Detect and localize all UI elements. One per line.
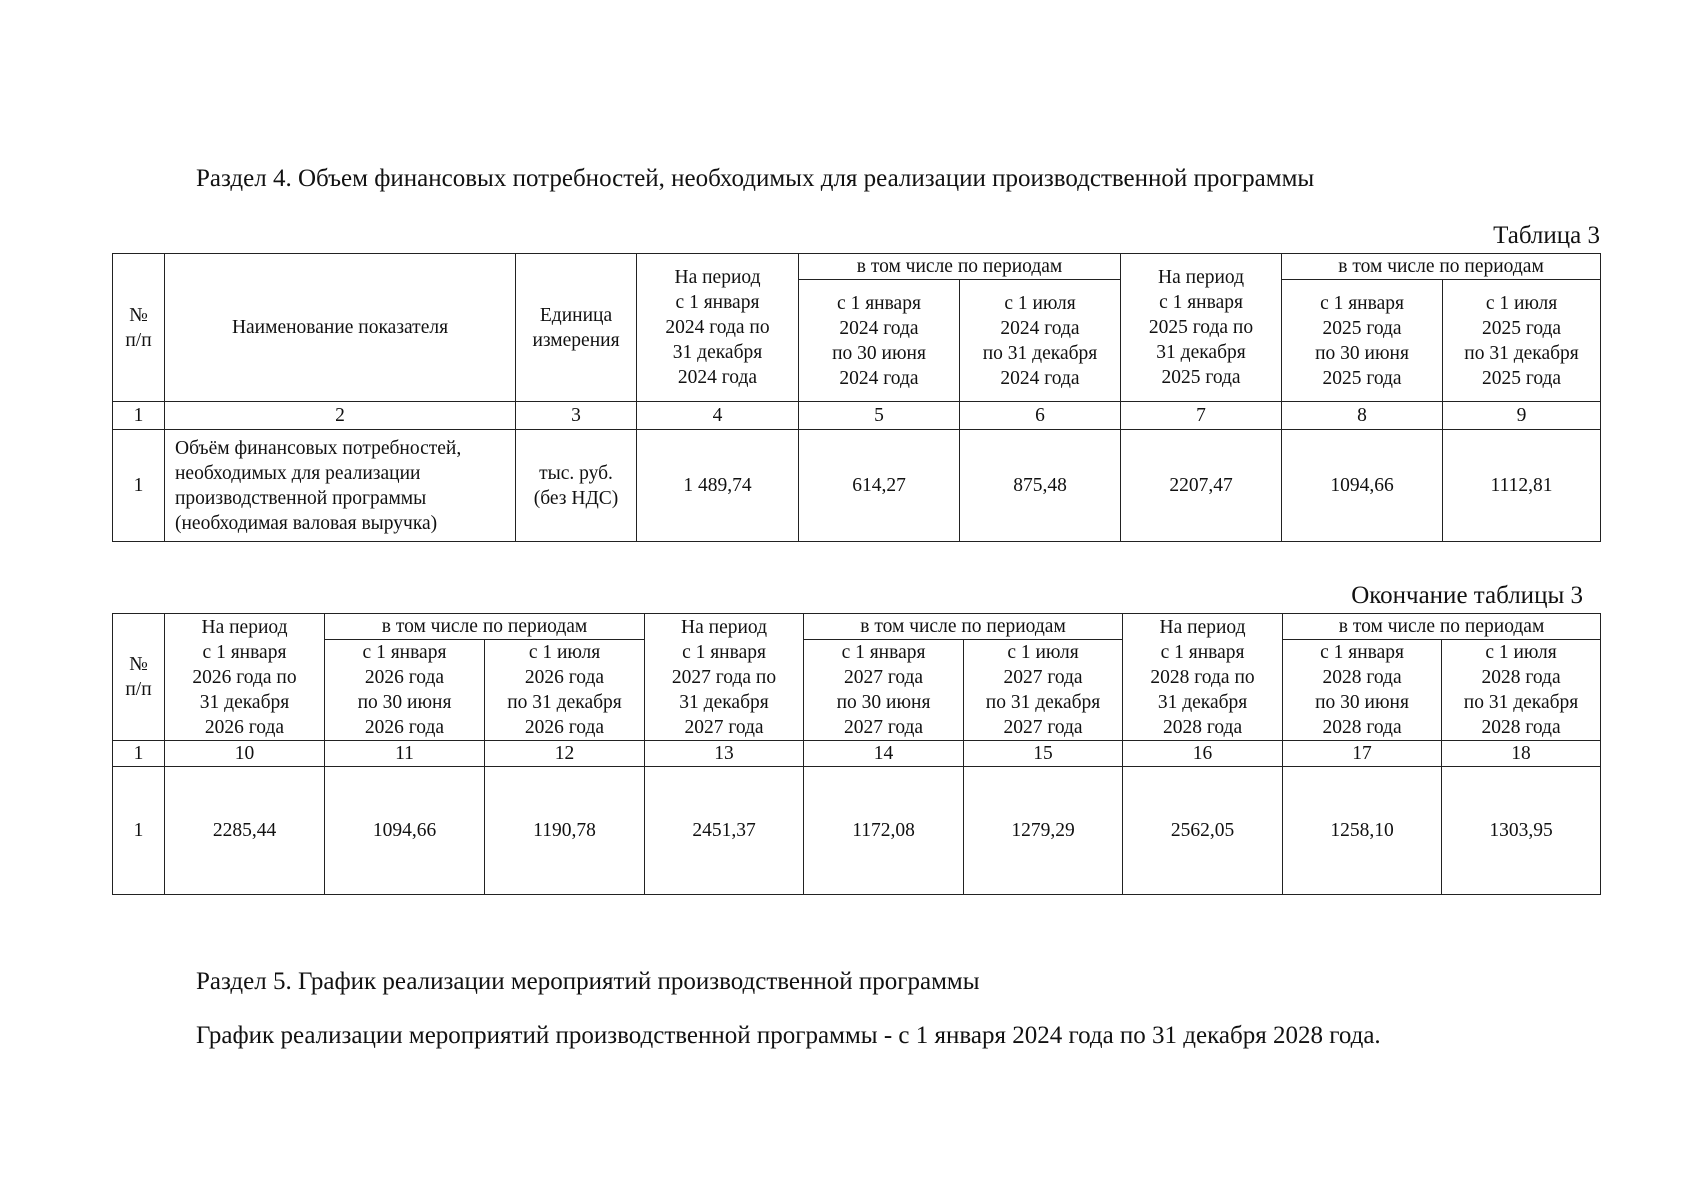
value-cell: 1303,95 — [1442, 767, 1601, 895]
value-cell: 1172,08 — [804, 767, 964, 895]
table-3-label: Таблица 3 — [1493, 222, 1600, 249]
section-4-title: Раздел 4. Объем финансовых потребностей, необходимых для реализации производственной программы — [196, 165, 1315, 192]
value-cell: 1190,78 — [485, 767, 645, 895]
col-number: 6 — [960, 402, 1121, 430]
header-unit: Единица измерения — [516, 254, 637, 402]
header-period-2028: На период с 1 января 2028 года по 31 декабря 2028 года — [1123, 614, 1283, 741]
row-num: 1 — [113, 430, 165, 542]
header-h2-2026: с 1 июля 2026 года по 31 декабря 2026 года — [485, 640, 645, 741]
header-indicator-name: Наименование показателя — [165, 254, 516, 402]
table-row — [113, 430, 1601, 542]
header-period-2024: На период с 1 января 2024 года по 31 декабря 2024 года — [637, 254, 799, 402]
header-h2-2024: с 1 июля 2024 года по 31 декабря 2024 года — [960, 280, 1121, 402]
col-number: 2 — [165, 402, 516, 430]
col-number: 17 — [1283, 741, 1442, 767]
col-number: 16 — [1123, 741, 1283, 767]
header-period-2026: На период с 1 января 2026 года по 31 декабря 2026 года — [165, 614, 325, 741]
section-5-text: График реализации мероприятий производственной программы - с 1 января 2024 года по 31 декабря 2028 года. — [196, 1022, 1381, 1049]
col-number: 11 — [325, 741, 485, 767]
value-cell: 2207,47 — [1121, 430, 1282, 542]
header-h1-2028: с 1 января 2028 года по 30 июня 2028 года — [1283, 640, 1442, 741]
col-number: 9 — [1443, 402, 1601, 430]
col-number: 13 — [645, 741, 804, 767]
table-3-end-label: Окончание таблицы 3 — [1351, 582, 1583, 609]
value-cell: 1094,66 — [1282, 430, 1443, 542]
table-3 — [112, 253, 1601, 542]
header-period-2025: На период с 1 января 2025 года по 31 декабря 2025 года — [1121, 254, 1282, 402]
header-num: № п/п — [113, 614, 165, 741]
col-number: 10 — [165, 741, 325, 767]
header-group-2024: в том числе по периодам — [799, 254, 1121, 280]
header-h1-2024: с 1 января 2024 года по 30 июня 2024 года — [799, 280, 960, 402]
col-number: 18 — [1442, 741, 1601, 767]
header-h1-2027: с 1 января 2027 года по 30 июня 2027 года — [804, 640, 964, 741]
header-group-2027: в том числе по периодам — [804, 614, 1123, 640]
header-num: № п/п — [113, 254, 165, 402]
value-cell: 1112,81 — [1443, 430, 1601, 542]
col-number: 7 — [1121, 402, 1282, 430]
value-cell: 1 489,74 — [637, 430, 799, 542]
col-number: 1 — [113, 402, 165, 430]
col-number: 12 — [485, 741, 645, 767]
header-period-2027: На период с 1 января 2027 года по 31 декабря 2027 года — [645, 614, 804, 741]
row-num: 1 — [113, 767, 165, 895]
value-cell: 1279,29 — [964, 767, 1123, 895]
header-group-2026: в том числе по периодам — [325, 614, 645, 640]
row-unit: тыс. руб. (без НДС) — [516, 430, 637, 542]
header-group-2025: в том числе по периодам — [1282, 254, 1601, 280]
value-cell: 875,48 — [960, 430, 1121, 542]
col-number: 1 — [113, 741, 165, 767]
header-h1-2025: с 1 января 2025 года по 30 июня 2025 года — [1282, 280, 1443, 402]
value-cell: 1094,66 — [325, 767, 485, 895]
table-3-end — [112, 613, 1601, 895]
table-row — [113, 767, 1601, 895]
value-cell: 2562,05 — [1123, 767, 1283, 895]
value-cell: 1258,10 — [1283, 767, 1442, 895]
header-group-2028: в том числе по периодам — [1283, 614, 1601, 640]
header-h2-2027: с 1 июля 2027 года по 31 декабря 2027 года — [964, 640, 1123, 741]
col-number: 3 — [516, 402, 637, 430]
value-cell: 2451,37 — [645, 767, 804, 895]
value-cell: 2285,44 — [165, 767, 325, 895]
header-h1-2026: с 1 января 2026 года по 30 июня 2026 года — [325, 640, 485, 741]
row-indicator-name: Объём финансовых потребностей, необходимых для реализации производственной программы (необходимая валовая выручка) — [165, 430, 516, 542]
header-h2-2025: с 1 июля 2025 года по 31 декабря 2025 года — [1443, 280, 1601, 402]
col-number: 4 — [637, 402, 799, 430]
header-h2-2028: с 1 июля 2028 года по 31 декабря 2028 года — [1442, 640, 1601, 741]
col-number: 14 — [804, 741, 964, 767]
section-5-title: Раздел 5. График реализации мероприятий производственной программы — [196, 968, 980, 995]
col-number: 8 — [1282, 402, 1443, 430]
value-cell: 614,27 — [799, 430, 960, 542]
col-number: 5 — [799, 402, 960, 430]
col-number: 15 — [964, 741, 1123, 767]
